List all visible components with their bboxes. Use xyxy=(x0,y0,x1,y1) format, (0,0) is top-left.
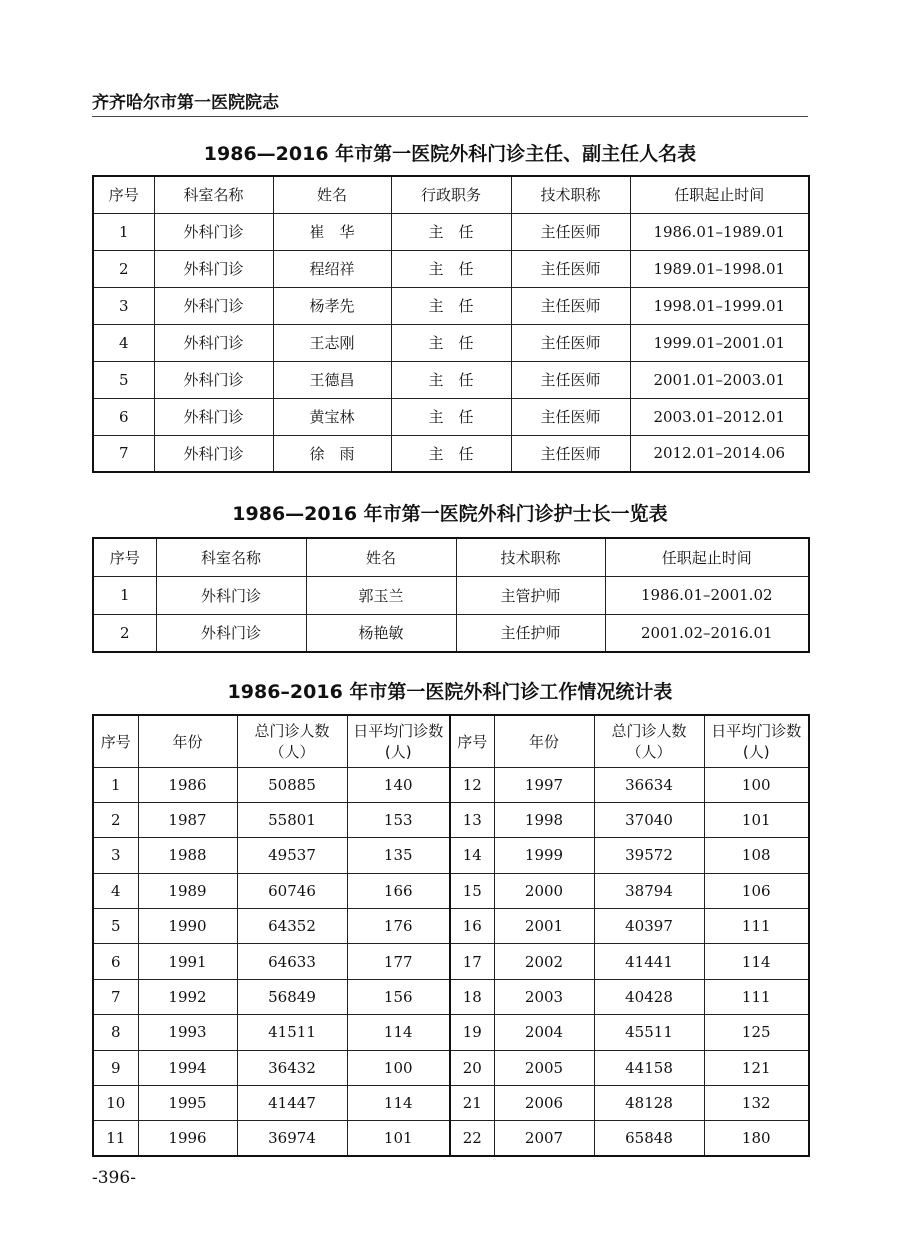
table-cell: 18 xyxy=(450,979,494,1014)
table-cell: 1987 xyxy=(138,802,237,837)
table-row xyxy=(93,361,809,398)
table-cell: 1989 xyxy=(138,873,237,908)
table-cell: 2005 xyxy=(494,1050,594,1085)
column-header: 姓名 xyxy=(306,538,456,576)
table-cell: 3 xyxy=(93,838,138,873)
table-cell: 21 xyxy=(450,1086,494,1121)
table-cell: 主任医师 xyxy=(511,435,630,472)
table-row xyxy=(93,944,809,979)
table-cell: 2003 xyxy=(494,979,594,1014)
table-cell: 2001.01–2003.01 xyxy=(630,361,809,398)
column-header: 序号 xyxy=(450,715,494,767)
table-cell: 2 xyxy=(93,250,154,287)
table-cell: 外科门诊 xyxy=(154,361,273,398)
table-cell: 2006 xyxy=(494,1086,594,1121)
table-cell: 2000 xyxy=(494,873,594,908)
table-cell: 主任医师 xyxy=(511,398,630,435)
column-header: 技术职称 xyxy=(456,538,605,576)
table-row xyxy=(93,838,809,873)
table-cell: 3 xyxy=(93,287,154,324)
table2-header-row xyxy=(93,538,809,576)
table-cell: 13 xyxy=(450,802,494,837)
column-header: 姓名 xyxy=(273,176,391,213)
table-cell: 主 任 xyxy=(391,250,511,287)
table-cell: 176 xyxy=(347,909,450,944)
table-cell: 主任医师 xyxy=(511,213,630,250)
table-row xyxy=(93,1121,809,1156)
table-cell: 45511 xyxy=(594,1015,704,1050)
column-header: 总门诊人数（人） xyxy=(594,715,704,767)
table-cell: 50885 xyxy=(237,767,347,802)
table-cell: 114 xyxy=(347,1086,450,1121)
table-cell: 1999 xyxy=(494,838,594,873)
column-header: 日平均门诊数(人) xyxy=(347,715,450,767)
table-cell: 外科门诊 xyxy=(154,435,273,472)
directors-table xyxy=(92,175,810,473)
table-cell: 1993 xyxy=(138,1015,237,1050)
table-cell: 2 xyxy=(93,802,138,837)
table-cell: 2007 xyxy=(494,1121,594,1156)
table-cell: 153 xyxy=(347,802,450,837)
table-cell: 1992 xyxy=(138,979,237,1014)
table-cell: 主任医师 xyxy=(511,361,630,398)
table-cell: 主 任 xyxy=(391,398,511,435)
table-row xyxy=(93,909,809,944)
table-cell: 外科门诊 xyxy=(154,213,273,250)
table-row xyxy=(93,1086,809,1121)
table-cell: 1997 xyxy=(494,767,594,802)
table-cell: 100 xyxy=(347,1050,450,1085)
table-cell: 1986.01–2001.02 xyxy=(605,576,809,614)
table-cell: 15 xyxy=(450,873,494,908)
table-cell: 5 xyxy=(93,909,138,944)
table-row xyxy=(93,873,809,908)
column-header: 年份 xyxy=(138,715,237,767)
table-cell: 64352 xyxy=(237,909,347,944)
table-cell: 郭玉兰 xyxy=(306,576,456,614)
table-cell: 17 xyxy=(450,944,494,979)
table-row xyxy=(93,250,809,287)
table-cell: 1999.01–2001.01 xyxy=(630,324,809,361)
header-divider xyxy=(92,116,808,117)
column-header: 科室名称 xyxy=(156,538,306,576)
table-cell: 166 xyxy=(347,873,450,908)
table-cell: 101 xyxy=(704,802,809,837)
table-cell: 2004 xyxy=(494,1015,594,1050)
table-cell: 崔 华 xyxy=(273,213,391,250)
table-cell: 20 xyxy=(450,1050,494,1085)
table-row xyxy=(93,802,809,837)
table-cell: 9 xyxy=(93,1050,138,1085)
table-cell: 4 xyxy=(93,873,138,908)
table-cell: 徐 雨 xyxy=(273,435,391,472)
table-cell: 40428 xyxy=(594,979,704,1014)
table-cell: 49537 xyxy=(237,838,347,873)
table-cell: 程绍祥 xyxy=(273,250,391,287)
column-header: 任职起止时间 xyxy=(630,176,809,213)
table-cell: 1990 xyxy=(138,909,237,944)
column-header: 年份 xyxy=(494,715,594,767)
table-cell: 外科门诊 xyxy=(154,398,273,435)
column-header: 行政职务 xyxy=(391,176,511,213)
table-cell: 主任医师 xyxy=(511,324,630,361)
table-cell: 60746 xyxy=(237,873,347,908)
table-cell: 22 xyxy=(450,1121,494,1156)
table-cell: 6 xyxy=(93,398,154,435)
table2-title: 1986—2016 年市第一医院外科门诊护士长一览表 xyxy=(232,503,668,525)
table-cell: 主任医师 xyxy=(511,287,630,324)
table-cell: 108 xyxy=(704,838,809,873)
table-cell: 王志刚 xyxy=(273,324,391,361)
table-cell: 12 xyxy=(450,767,494,802)
table-cell: 14 xyxy=(450,838,494,873)
table-cell: 主管护师 xyxy=(456,576,605,614)
table-cell: 36432 xyxy=(237,1050,347,1085)
table-cell: 156 xyxy=(347,979,450,1014)
table-row xyxy=(93,287,809,324)
table-cell: 杨孝先 xyxy=(273,287,391,324)
table-cell: 65848 xyxy=(594,1121,704,1156)
column-header: 序号 xyxy=(93,538,156,576)
table-cell: 外科门诊 xyxy=(154,324,273,361)
table-cell: 19 xyxy=(450,1015,494,1050)
table-cell: 56849 xyxy=(237,979,347,1014)
table3-title: 1986–2016 年市第一医院外科门诊工作情况统计表 xyxy=(227,681,673,703)
table-cell: 主 任 xyxy=(391,213,511,250)
table3-header-row xyxy=(93,715,809,767)
table-cell: 11 xyxy=(93,1121,138,1156)
table-cell: 114 xyxy=(704,944,809,979)
table-cell: 106 xyxy=(704,873,809,908)
table-cell: 41441 xyxy=(594,944,704,979)
table-cell: 2003.01–2012.01 xyxy=(630,398,809,435)
column-header: 序号 xyxy=(93,715,138,767)
column-header: 科室名称 xyxy=(154,176,273,213)
table-cell: 1998 xyxy=(494,802,594,837)
table-cell: 4 xyxy=(93,324,154,361)
table-cell: 8 xyxy=(93,1015,138,1050)
table-cell: 1994 xyxy=(138,1050,237,1085)
table-cell: 1986 xyxy=(138,767,237,802)
table-cell: 主任医师 xyxy=(511,250,630,287)
table-cell: 7 xyxy=(93,979,138,1014)
table3-body xyxy=(93,767,809,1156)
table-cell: 114 xyxy=(347,1015,450,1050)
table-cell: 36974 xyxy=(237,1121,347,1156)
table-cell: 2 xyxy=(93,614,156,652)
table-cell: 外科门诊 xyxy=(154,287,273,324)
table-cell: 121 xyxy=(704,1050,809,1085)
table-row xyxy=(93,979,809,1014)
table-row xyxy=(93,614,809,652)
table-cell: 1986.01–1989.01 xyxy=(630,213,809,250)
table-cell: 101 xyxy=(347,1121,450,1156)
table-cell: 主 任 xyxy=(391,361,511,398)
column-header: 技术职称 xyxy=(511,176,630,213)
table-cell: 外科门诊 xyxy=(156,614,306,652)
table-cell: 177 xyxy=(347,944,450,979)
table-cell: 1996 xyxy=(138,1121,237,1156)
table-cell: 38794 xyxy=(594,873,704,908)
table-cell: 140 xyxy=(347,767,450,802)
table-cell: 37040 xyxy=(594,802,704,837)
table-cell: 1 xyxy=(93,213,154,250)
table-cell: 111 xyxy=(704,909,809,944)
table-row xyxy=(93,435,809,472)
table-row xyxy=(93,324,809,361)
table-cell: 135 xyxy=(347,838,450,873)
table-cell: 5 xyxy=(93,361,154,398)
column-header: 总门诊人数（人） xyxy=(237,715,347,767)
table-cell: 40397 xyxy=(594,909,704,944)
table-row xyxy=(93,1015,809,1050)
table-cell: 39572 xyxy=(594,838,704,873)
column-header: 序号 xyxy=(93,176,154,213)
table-cell: 外科门诊 xyxy=(156,576,306,614)
table-row xyxy=(93,767,809,802)
table-cell: 1991 xyxy=(138,944,237,979)
table-cell: 1989.01–1998.01 xyxy=(630,250,809,287)
table-cell: 2001 xyxy=(494,909,594,944)
table-cell: 外科门诊 xyxy=(154,250,273,287)
table-cell: 180 xyxy=(704,1121,809,1156)
table2-body xyxy=(93,576,809,652)
running-head: 齐齐哈尔市第一医院院志 xyxy=(92,93,279,113)
head-nurses-table xyxy=(92,537,810,653)
table-cell: 10 xyxy=(93,1086,138,1121)
table-cell: 55801 xyxy=(237,802,347,837)
table-cell: 1998.01–1999.01 xyxy=(630,287,809,324)
table-cell: 主 任 xyxy=(391,435,511,472)
table-cell: 王德昌 xyxy=(273,361,391,398)
table-cell: 6 xyxy=(93,944,138,979)
table-cell: 2012.01–2014.06 xyxy=(630,435,809,472)
table-cell: 111 xyxy=(704,979,809,1014)
table-cell: 132 xyxy=(704,1086,809,1121)
table-cell: 1 xyxy=(93,576,156,614)
table-cell: 杨艳敏 xyxy=(306,614,456,652)
table-row xyxy=(93,213,809,250)
table-row xyxy=(93,1050,809,1085)
table-cell: 主 任 xyxy=(391,324,511,361)
table-cell: 100 xyxy=(704,767,809,802)
table-cell: 16 xyxy=(450,909,494,944)
page-number: -396- xyxy=(92,1168,136,1188)
table-cell: 1995 xyxy=(138,1086,237,1121)
table-cell: 44158 xyxy=(594,1050,704,1085)
table-row xyxy=(93,398,809,435)
table-cell: 125 xyxy=(704,1015,809,1050)
column-header: 任职起止时间 xyxy=(605,538,809,576)
table-cell: 36634 xyxy=(594,767,704,802)
table1-header-row xyxy=(93,176,809,213)
table-cell: 64633 xyxy=(237,944,347,979)
table-row xyxy=(93,576,809,614)
table-cell: 41447 xyxy=(237,1086,347,1121)
table-cell: 7 xyxy=(93,435,154,472)
table-cell: 41511 xyxy=(237,1015,347,1050)
table-cell: 主任护师 xyxy=(456,614,605,652)
table-cell: 1 xyxy=(93,767,138,802)
table-cell: 主 任 xyxy=(391,287,511,324)
table-cell: 2001.02–2016.01 xyxy=(605,614,809,652)
table1-body xyxy=(93,213,809,472)
column-header: 日平均门诊数(人) xyxy=(704,715,809,767)
table-cell: 2002 xyxy=(494,944,594,979)
table-cell: 黄宝林 xyxy=(273,398,391,435)
outpatient-stats-table xyxy=(92,714,810,1157)
table-cell: 48128 xyxy=(594,1086,704,1121)
table-cell: 1988 xyxy=(138,838,237,873)
table1-title: 1986—2016 年市第一医院外科门诊主任、副主任人名表 xyxy=(203,143,697,165)
